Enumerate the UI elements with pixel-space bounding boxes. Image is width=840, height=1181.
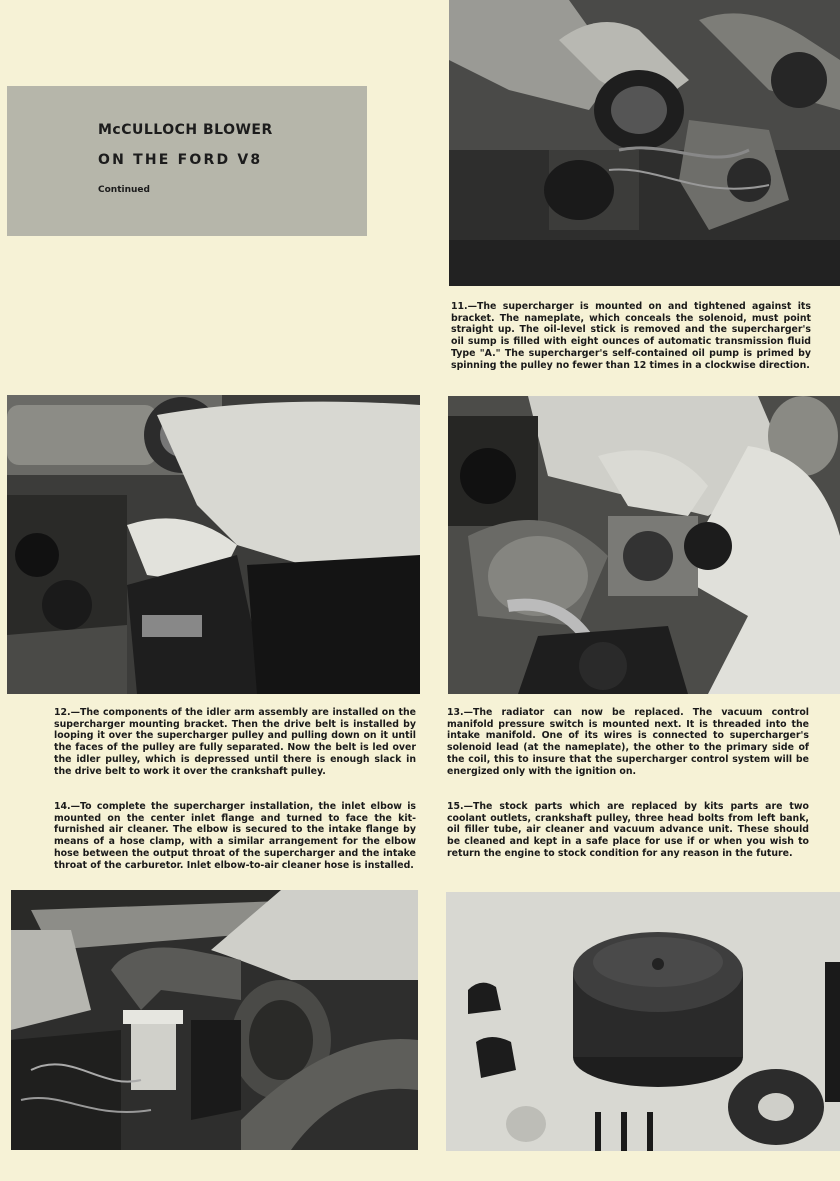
caption-step-15: 15.—The stock parts which are replaced by kits parts are two coolant outlets, crankshaft pulley, three head bolts from left bank, oil filler tube, air cleaner and vacuum advance unit. These should be cleaned and kept in a safe place for use if or when you wish to return the engine to stock condition for any reason in the future.: [447, 801, 809, 859]
continued-label: Continued: [98, 185, 150, 195]
photo-idler-arm-assembly: [7, 395, 420, 694]
article-title: McCULLOCH BLOWER: [98, 122, 273, 138]
caption-step-12: 12.—The components of the idler arm assembly are installed on the supercharger mounting bracket. Then the drive belt is installed by looping it over the supercharger pulley and pulling down on it until the faces of the pulley are fully separated. Now the belt is led over the idler pulley, which is depressed until there is enough slack in the drive belt to work it over the crankshaft pulley.: [54, 707, 416, 777]
photo-stock-parts-replaced: [446, 892, 840, 1151]
caption-step-13: 13.—The radiator can now be replaced. The vacuum control manifold pressure switch is mounted next. It is threaded into the intake manifold. One of its wires is connected to supercharger's solenoid lead (at the nameplate), the other to the primary side of the coil, this to insure that the supercharger control system will be energized only with the ignition on.: [447, 707, 809, 777]
photo-inlet-elbow-installed: [11, 890, 418, 1150]
caption-step-11: 11.—The supercharger is mounted on and tightened against its bracket. The nameplate, which conceals the solenoid, must point straight up. The oil-level stick is removed and the supercharger's oil sump is filled with eight ounces of automatic transmission fluid Type "A." The supercharger's self-contained oil pump is primed by spinning the pulley no fewer than 12 times in a clockwise direction.: [451, 301, 811, 371]
photo-radiator-vacuum-switch: [448, 396, 840, 694]
photo-supercharger-mounting: [449, 0, 840, 286]
caption-step-14: 14.—To complete the supercharger installation, the inlet elbow is mounted on the center inlet flange and turned to face the kit-furnished air cleaner. The elbow is secured to the intake flange by means of a hose clamp, with a similar arrangement for the elbow hose between the output throat of the supercharger and the intake throat of the carburetor. Inlet elbow-to-air cleaner hose is installed.: [54, 801, 416, 871]
article-subtitle: ON THE FORD V8: [98, 152, 263, 168]
title-box: [7, 86, 367, 236]
